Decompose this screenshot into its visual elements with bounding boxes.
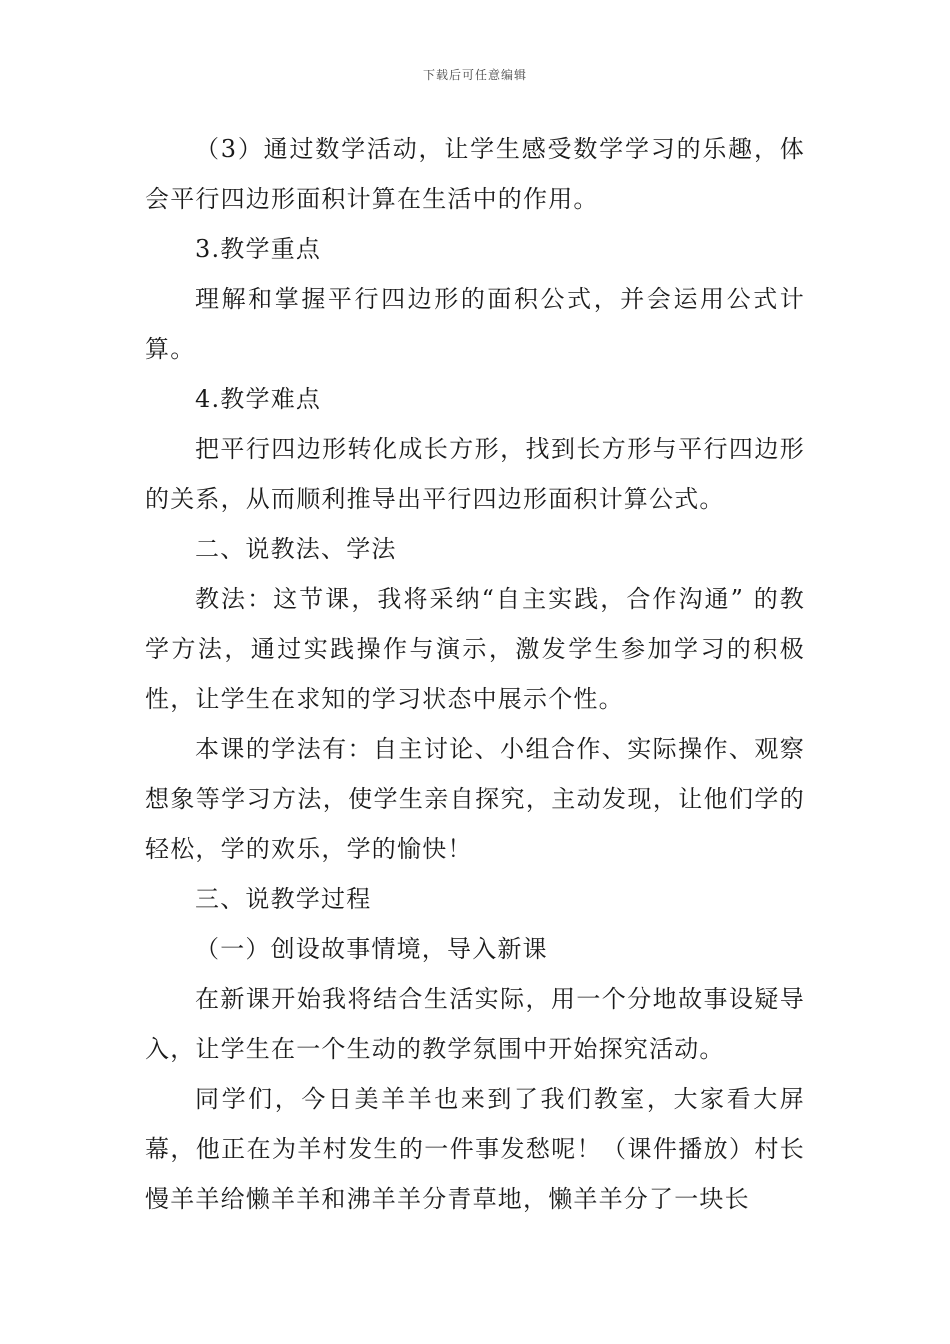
heading-story-intro: （一）创设故事情境，导入新课	[195, 935, 548, 963]
paragraph-learning-method: 本课的学法有：自主讨论、小组合作、实际操作、观察想象等学习方法，使学生亲自探究，主动发现，让他们学的轻松，学的欢乐，学的愉快！	[145, 735, 805, 863]
paragraph-story-intro: 在新课开始我将结合生活实际，用一个分地故事设疑导入，让学生在一个生动的教学氛围中开始探究活动。	[145, 985, 805, 1063]
paragraph-story-narrative: 同学们，今日美羊羊也来到了我们教室，大家看大屏幕，他正在为羊村发生的一件事发愁呢！（课件播放）村长慢羊羊给懒羊羊和沸羊羊分青草地，懒羊羊分了一块长	[145, 1085, 805, 1213]
paragraph-teaching-focus: 理解和掌握平行四边形的面积公式，并会运用公式计算。	[145, 285, 805, 363]
heading-teaching-process: 三、说教学过程	[195, 885, 372, 913]
paragraph-teaching-difficulty: 把平行四边形转化成长方形，找到长方形与平行四边形的关系，从而顺利推导出平行四边形面积计算公式。	[145, 435, 805, 513]
paragraph-objective-3: （3）通过数学活动，让学生感受数学学习的乐趣，体会平行四边形面积计算在生活中的作用。	[145, 135, 805, 213]
page-header: 下载后可任意编辑	[422, 68, 527, 82]
paragraph-teaching-method: 教法：这节课，我将采纳“自主实践，合作沟通” 的教学方法，通过实践操作与演示，激发学生参加学习的积极性，让学生在求知的学习状态中展示个性。	[145, 585, 805, 713]
heading-methods: 二、说教法、学法	[195, 535, 397, 563]
heading-teaching-focus: 3.教学重点	[195, 235, 322, 263]
heading-teaching-difficulty: 4.教学难点	[195, 385, 322, 413]
document-body	[145, 124, 805, 1224]
